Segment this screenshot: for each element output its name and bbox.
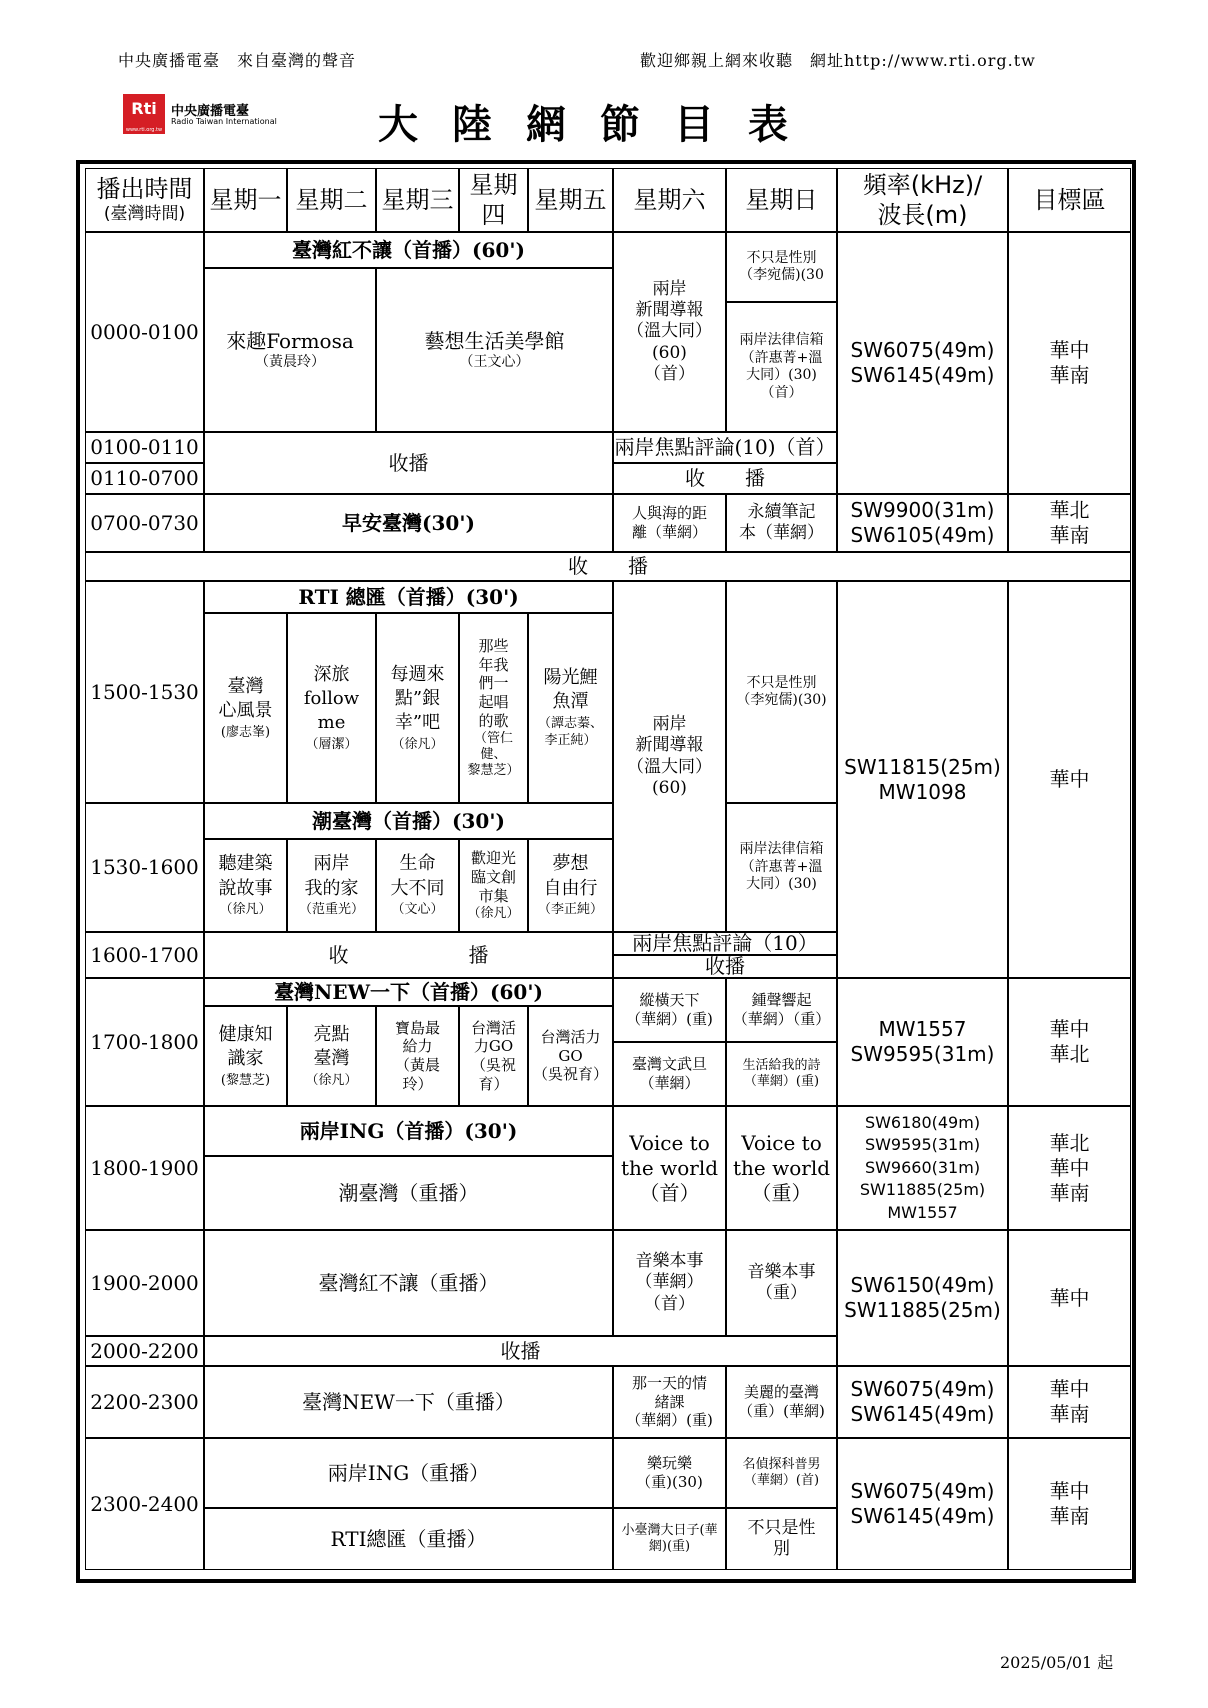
col-header-sat: 星期六 (613, 168, 726, 232)
off-air-0110: 收 播 (613, 463, 837, 494)
target-1500: 華中 (1008, 581, 1131, 978)
target-1800: 華北 華中 華南 (1008, 1106, 1131, 1230)
prog-law-mailbox: 兩岸法律信箱 （許惠菁+溫 大同）(30) （首） (726, 302, 837, 432)
prog-title-taiwan-new: 臺灣NEW一下（首播）(60') (204, 978, 613, 1006)
time-0700-0730: 0700-0730 (85, 494, 204, 552)
prog-title-rti-zonghui: RTI 總匯（首播）(30') (204, 581, 613, 613)
prog-title-cross-strait-ing: 兩岸ING（首播）(30') (204, 1106, 613, 1156)
prog-dream-travel: 夢想 自由行 （李正純） (528, 839, 613, 932)
time-1530-1600: 1530-1600 (85, 803, 204, 932)
prog-taiwan-opera: 臺灣文武旦 （華網） (613, 1042, 726, 1106)
col-header-tue: 星期二 (287, 168, 376, 232)
col-header-target: 目標區 (1008, 168, 1131, 232)
time-2000-2200: 2000-2200 (85, 1336, 204, 1366)
time-1700-1800: 1700-1800 (85, 978, 204, 1106)
freq-1800: SW6180(49m) SW9595(31m) SW9660(31m) SW11885(25m) MW1557 (837, 1106, 1008, 1230)
prog-voice-world-sat: Voice to the world （首） (613, 1106, 726, 1230)
effective-date: 2025/05/01 起 (1000, 1653, 1114, 1672)
time-2200-2300: 2200-2300 (85, 1366, 204, 1438)
page-title: 大陸網節目表 (378, 101, 822, 148)
time-2300-2400: 2300-2400 (85, 1438, 204, 1570)
time-1600-1700: 1600-1700 (85, 932, 204, 978)
prog-cross-strait-ing-rerun: 兩岸ING（重播） (204, 1438, 613, 1508)
prog-focus-review: 兩岸焦點評論(10)（首） (613, 432, 837, 463)
target-0000: 華中 華南 (1008, 232, 1131, 494)
target-1900: 華中 (1008, 1230, 1131, 1366)
col-header-wed: 星期三 (376, 168, 459, 232)
prog-cross-strait-home: 兩岸 我的家 （范重光） (287, 839, 376, 932)
prog-focus-review-1600: 兩岸焦點評論（10） (613, 932, 837, 955)
prog-title-chao-taiwan: 潮臺灣（首播）(30') (204, 803, 613, 839)
prog-not-only-gender: 不只是性別 （李宛儒)(30 (726, 232, 837, 302)
prog-life-different: 生命 大不同 （文心） (376, 839, 459, 932)
target-2200: 華中 華南 (1008, 1366, 1131, 1438)
freq-1500: SW11815(25m) MW1098 (837, 581, 1008, 978)
prog-deep-travel: 深旅 follow me （層潔） (287, 613, 376, 803)
col-header-thu: 星期 四 (459, 168, 528, 232)
prog-taiwan-hong-rerun: 臺灣紅不讓（重播） (204, 1230, 613, 1336)
prog-health-expert: 健康知 識家 (黎慧芝) (204, 1006, 287, 1106)
time-0110-0700: 0110-0700 (85, 463, 204, 494)
prog-music-story-sat: 音樂本事 （華網） （首） (613, 1230, 726, 1336)
prog-title-taiwan-hong: 臺灣紅不讓（首播）(60') (204, 232, 613, 268)
off-air-0730: 收 播 (85, 552, 1131, 581)
header-right: 歡迎鄉親上網來收聽 網址http://www.rti.org.tw (640, 51, 1036, 70)
prog-lai-qu-formosa: 來趣Formosa （黃晨玲） (204, 268, 376, 432)
prog-treasure-island: 寶島最 給力 （黃晨 玲） (376, 1006, 459, 1106)
prog-not-only-gender-2300: 不只是性 別 (726, 1508, 837, 1570)
prog-taiwan-vitality-fri: 台灣活力 GO （吳祝育） (528, 1006, 613, 1106)
rti-logo (123, 94, 283, 134)
col-header-sun: 星期日 (726, 168, 837, 232)
prog-science-detective: 名偵探科普男 （華網）(首) (726, 1438, 837, 1508)
time-1800-1900: 1800-1900 (85, 1106, 204, 1230)
target-1700: 華中 華北 (1008, 978, 1131, 1106)
off-air-2000: 收播 (204, 1336, 837, 1366)
logo-cn-text: 中央廣播電臺 (171, 104, 250, 119)
time-0100-0110: 0100-0110 (85, 432, 204, 463)
prog-those-songs: 那些 年我 們一 起唱 的歌 （管仁 健、 黎慧芝） (459, 613, 528, 803)
prog-beautiful-taiwan: 美麗的臺灣 （重）(華網) (726, 1366, 837, 1438)
target-0700: 華北 華南 (1008, 494, 1131, 552)
prog-fun-music: 樂玩樂 （重)(30) (613, 1438, 726, 1508)
prog-world-wide: 縱橫天下 （華網）(重) (613, 978, 726, 1042)
freq-2200: SW6075(49m) SW6145(49m) (837, 1366, 1008, 1438)
logo-en-text: Radio Taiwan International (171, 117, 277, 126)
time-1500-1530: 1500-1530 (85, 581, 204, 803)
freq-1900: SW6150(49m) SW11885(25m) (837, 1230, 1008, 1366)
col-header-freq: 頻率(kHz)/ 波長(m) (837, 168, 1008, 232)
prog-highlight-taiwan: 亮點 臺灣 （徐凡） (287, 1006, 376, 1106)
prog-weekly-silver: 每週來 點”銀 幸”吧 （徐凡） (376, 613, 459, 803)
prog-chao-taiwan-rerun: 潮臺灣（重播） (204, 1156, 613, 1230)
prog-yi-xiang: 藝想生活美學館 （王文心） (376, 268, 613, 432)
prog-taiwan-heart: 臺灣 心風景 (廖志峯) (204, 613, 287, 803)
prog-sun-moon-lake: 陽光鯉 魚潭 （譚志蓁、 李正純） (528, 613, 613, 803)
prog-bell-rings: 鍾聲響起 （華網）（重） (726, 978, 837, 1042)
prog-emotion-class: 那一天的情 緒課 （華網）(重) (613, 1366, 726, 1438)
prog-people-sea: 人與海的距 離（華網） (613, 494, 726, 552)
rti-logo-icon: Rti www.rti.org.tw (123, 94, 165, 134)
prog-voice-world-sun: Voice to the world （重） (726, 1106, 837, 1230)
prog-taiwan-vitality-thu: 台灣活 力GO （吳祝 育） (459, 1006, 528, 1106)
col-header-time: 播出時間 (臺灣時間) (85, 168, 204, 232)
col-header-mon: 星期一 (204, 168, 287, 232)
prog-small-taiwan: 小臺灣大日子(華網)(重) (613, 1508, 726, 1570)
prog-sustain-notes: 永續筆記 本（華網） (726, 494, 837, 552)
freq-0700: SW9900(31m) SW6105(49m) (837, 494, 1008, 552)
header-left: 中央廣播電臺 來自臺灣的聲音 (118, 51, 357, 70)
prog-not-only-gender-1500: 不只是性別 （李宛儒)(30) (726, 581, 837, 803)
prog-life-poem: 生活給我的詩 （華網）(重) (726, 1042, 837, 1106)
prog-law-mailbox-1530: 兩岸法律信箱 （許惠菁+溫 大同）(30) (726, 803, 837, 932)
prog-good-morning: 早安臺灣(30') (204, 494, 613, 552)
prog-music-story-sun: 音樂本事 （重） (726, 1230, 837, 1336)
target-2300: 華中 華南 (1008, 1438, 1131, 1570)
off-air-0100: 收播 (204, 432, 613, 494)
prog-news-guide-1500: 兩岸 新聞導報 （溫大同） (60) (613, 581, 726, 932)
prog-taiwan-new-rerun: 臺灣NEW一下（重播） (204, 1366, 613, 1438)
freq-2300: SW6075(49m) SW6145(49m) (837, 1438, 1008, 1570)
prog-architecture-stories: 聽建築 說故事 （徐凡） (204, 839, 287, 932)
prog-creative-market: 歡迎光 臨文創 市集 （徐凡） (459, 839, 528, 932)
off-air-1600-weekend: 收播 (613, 955, 837, 978)
freq-1700: MW1557 SW9595(31m) (837, 978, 1008, 1106)
col-header-fri: 星期五 (528, 168, 613, 232)
time-1900-2000: 1900-2000 (85, 1230, 204, 1336)
schedule-table (76, 160, 1136, 1583)
off-air-1600: 收 播 (204, 932, 613, 978)
prog-news-guide: 兩岸 新聞導報 （溫大同） (60) （首） (613, 232, 726, 432)
prog-rti-zonghui-rerun: RTI總匯（重播） (204, 1508, 613, 1570)
freq-0000: SW6075(49m) SW6145(49m) (837, 232, 1008, 494)
time-0000-0100: 0000-0100 (85, 232, 204, 432)
